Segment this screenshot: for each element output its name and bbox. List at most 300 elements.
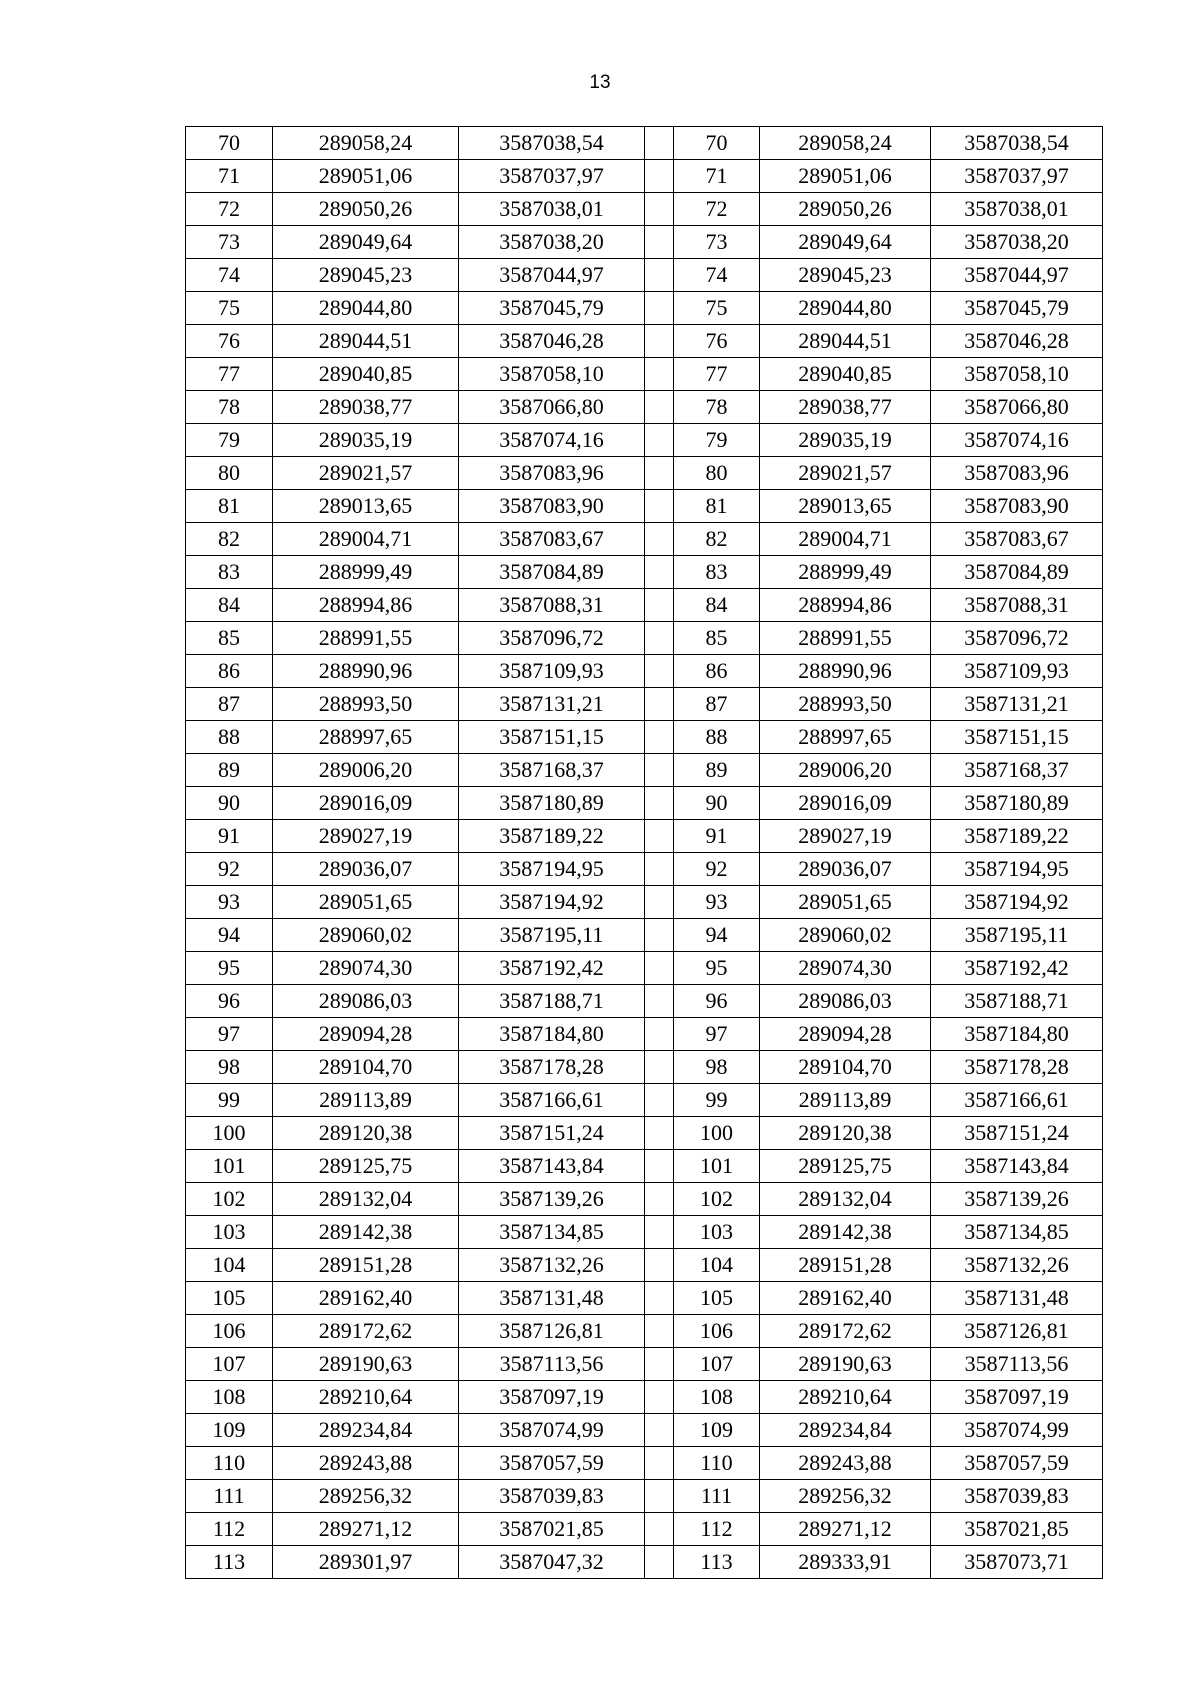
y-coordinate-after-cell: 3587166,61 — [931, 1084, 1103, 1117]
point-number-before-cell: 100 — [186, 1117, 273, 1150]
point-number-before-cell: 89 — [186, 754, 273, 787]
point-number-before-cell: 70 — [186, 127, 273, 160]
y-coordinate-before-cell: 3587083,90 — [459, 490, 645, 523]
x-coordinate-before-cell: 289016,09 — [273, 787, 459, 820]
point-number-before-cell: 86 — [186, 655, 273, 688]
separator-cell — [645, 754, 674, 787]
y-coordinate-before-cell: 3587131,21 — [459, 688, 645, 721]
x-coordinate-before-cell: 289051,65 — [273, 886, 459, 919]
y-coordinate-after-cell: 3587039,83 — [931, 1480, 1103, 1513]
separator-cell — [645, 1084, 674, 1117]
point-number-after-cell: 76 — [674, 325, 760, 358]
y-coordinate-before-cell: 3587021,85 — [459, 1513, 645, 1546]
x-coordinate-before-cell: 289142,38 — [273, 1216, 459, 1249]
y-coordinate-before-cell: 3587046,28 — [459, 325, 645, 358]
point-number-before-cell: 106 — [186, 1315, 273, 1348]
y-coordinate-before-cell: 3587109,93 — [459, 655, 645, 688]
point-number-after-cell: 75 — [674, 292, 760, 325]
point-number-before-cell: 72 — [186, 193, 273, 226]
point-number-before-cell: 79 — [186, 424, 273, 457]
x-coordinate-after-cell: 289142,38 — [760, 1216, 931, 1249]
x-coordinate-before-cell: 289234,84 — [273, 1414, 459, 1447]
point-number-after-cell: 88 — [674, 721, 760, 754]
table-row — [186, 919, 1103, 952]
separator-cell — [645, 853, 674, 886]
table-row — [186, 1381, 1103, 1414]
separator-cell — [645, 1513, 674, 1546]
y-coordinate-before-cell: 3587074,99 — [459, 1414, 645, 1447]
separator-cell — [645, 952, 674, 985]
separator-cell — [645, 1183, 674, 1216]
x-coordinate-before-cell: 289049,64 — [273, 226, 459, 259]
x-coordinate-after-cell: 289190,63 — [760, 1348, 931, 1381]
point-number-before-cell: 85 — [186, 622, 273, 655]
y-coordinate-after-cell: 3587038,01 — [931, 193, 1103, 226]
y-coordinate-before-cell: 3587192,42 — [459, 952, 645, 985]
point-number-after-cell: 85 — [674, 622, 760, 655]
x-coordinate-before-cell: 289035,19 — [273, 424, 459, 457]
separator-cell — [645, 1381, 674, 1414]
y-coordinate-before-cell: 3587143,84 — [459, 1150, 645, 1183]
y-coordinate-before-cell: 3587097,19 — [459, 1381, 645, 1414]
table-row — [186, 754, 1103, 787]
separator-cell — [645, 919, 674, 952]
y-coordinate-after-cell: 3587083,90 — [931, 490, 1103, 523]
y-coordinate-before-cell: 3587168,37 — [459, 754, 645, 787]
point-number-after-cell: 74 — [674, 259, 760, 292]
y-coordinate-before-cell: 3587057,59 — [459, 1447, 645, 1480]
point-number-before-cell: 104 — [186, 1249, 273, 1282]
point-number-after-cell: 107 — [674, 1348, 760, 1381]
point-number-after-cell: 104 — [674, 1249, 760, 1282]
x-coordinate-after-cell: 289049,64 — [760, 226, 931, 259]
point-number-after-cell: 71 — [674, 160, 760, 193]
separator-cell — [645, 556, 674, 589]
table-row — [186, 589, 1103, 622]
y-coordinate-after-cell: 3587038,54 — [931, 127, 1103, 160]
point-number-after-cell: 101 — [674, 1150, 760, 1183]
coordinates-table — [185, 126, 1103, 1579]
y-coordinate-after-cell: 3587151,15 — [931, 721, 1103, 754]
point-number-before-cell: 91 — [186, 820, 273, 853]
x-coordinate-after-cell: 289094,28 — [760, 1018, 931, 1051]
x-coordinate-after-cell: 289162,40 — [760, 1282, 931, 1315]
point-number-before-cell: 96 — [186, 985, 273, 1018]
y-coordinate-before-cell: 3587096,72 — [459, 622, 645, 655]
point-number-before-cell: 95 — [186, 952, 273, 985]
point-number-after-cell: 79 — [674, 424, 760, 457]
y-coordinate-before-cell: 3587066,80 — [459, 391, 645, 424]
point-number-after-cell: 96 — [674, 985, 760, 1018]
x-coordinate-before-cell: 288994,86 — [273, 589, 459, 622]
point-number-before-cell: 94 — [186, 919, 273, 952]
separator-cell — [645, 1480, 674, 1513]
table-row — [186, 1150, 1103, 1183]
table-row — [186, 1084, 1103, 1117]
table-row — [186, 325, 1103, 358]
separator-cell — [645, 1315, 674, 1348]
separator-cell — [645, 160, 674, 193]
y-coordinate-before-cell: 3587074,16 — [459, 424, 645, 457]
point-number-after-cell: 91 — [674, 820, 760, 853]
y-coordinate-after-cell: 3587188,71 — [931, 985, 1103, 1018]
table-row — [186, 853, 1103, 886]
separator-cell — [645, 787, 674, 820]
x-coordinate-before-cell: 289045,23 — [273, 259, 459, 292]
y-coordinate-before-cell: 3587131,48 — [459, 1282, 645, 1315]
separator-cell — [645, 688, 674, 721]
x-coordinate-after-cell: 289104,70 — [760, 1051, 931, 1084]
separator-cell — [645, 589, 674, 622]
point-number-before-cell: 108 — [186, 1381, 273, 1414]
y-coordinate-after-cell: 3587126,81 — [931, 1315, 1103, 1348]
y-coordinate-after-cell: 3587184,80 — [931, 1018, 1103, 1051]
table-row — [186, 490, 1103, 523]
page-number: 13 — [589, 72, 611, 93]
separator-cell — [645, 457, 674, 490]
y-coordinate-before-cell: 3587126,81 — [459, 1315, 645, 1348]
y-coordinate-after-cell: 3587151,24 — [931, 1117, 1103, 1150]
x-coordinate-before-cell: 289006,20 — [273, 754, 459, 787]
x-coordinate-before-cell: 289051,06 — [273, 160, 459, 193]
table-row — [186, 457, 1103, 490]
y-coordinate-after-cell: 3587132,26 — [931, 1249, 1103, 1282]
x-coordinate-after-cell: 289040,85 — [760, 358, 931, 391]
point-number-after-cell: 89 — [674, 754, 760, 787]
point-number-after-cell: 113 — [674, 1546, 760, 1579]
y-coordinate-before-cell: 3587166,61 — [459, 1084, 645, 1117]
point-number-before-cell: 113 — [186, 1546, 273, 1579]
y-coordinate-before-cell: 3587047,32 — [459, 1546, 645, 1579]
point-number-after-cell: 83 — [674, 556, 760, 589]
separator-cell — [645, 193, 674, 226]
y-coordinate-before-cell: 3587084,89 — [459, 556, 645, 589]
x-coordinate-after-cell: 289035,19 — [760, 424, 931, 457]
x-coordinate-before-cell: 289151,28 — [273, 1249, 459, 1282]
point-number-after-cell: 108 — [674, 1381, 760, 1414]
x-coordinate-before-cell: 288990,96 — [273, 655, 459, 688]
table-row — [186, 886, 1103, 919]
separator-cell — [645, 292, 674, 325]
y-coordinate-after-cell: 3587073,71 — [931, 1546, 1103, 1579]
y-coordinate-before-cell: 3587195,11 — [459, 919, 645, 952]
y-coordinate-before-cell: 3587188,71 — [459, 985, 645, 1018]
x-coordinate-after-cell: 289027,19 — [760, 820, 931, 853]
point-number-before-cell: 112 — [186, 1513, 273, 1546]
table-row — [186, 787, 1103, 820]
y-coordinate-before-cell: 3587151,24 — [459, 1117, 645, 1150]
x-coordinate-before-cell: 289038,77 — [273, 391, 459, 424]
y-coordinate-after-cell: 3587083,67 — [931, 523, 1103, 556]
x-coordinate-after-cell: 289243,88 — [760, 1447, 931, 1480]
point-number-before-cell: 81 — [186, 490, 273, 523]
table-row — [186, 655, 1103, 688]
separator-cell — [645, 820, 674, 853]
point-number-after-cell: 72 — [674, 193, 760, 226]
x-coordinate-after-cell: 288999,49 — [760, 556, 931, 589]
separator-cell — [645, 721, 674, 754]
x-coordinate-after-cell: 289013,65 — [760, 490, 931, 523]
x-coordinate-after-cell: 289210,64 — [760, 1381, 931, 1414]
point-number-after-cell: 109 — [674, 1414, 760, 1447]
x-coordinate-before-cell: 289104,70 — [273, 1051, 459, 1084]
table-row — [186, 1447, 1103, 1480]
point-number-before-cell: 92 — [186, 853, 273, 886]
point-number-before-cell: 98 — [186, 1051, 273, 1084]
x-coordinate-after-cell: 289151,28 — [760, 1249, 931, 1282]
y-coordinate-after-cell: 3587058,10 — [931, 358, 1103, 391]
separator-cell — [645, 424, 674, 457]
point-number-before-cell: 109 — [186, 1414, 273, 1447]
y-coordinate-after-cell: 3587195,11 — [931, 919, 1103, 952]
y-coordinate-after-cell: 3587192,42 — [931, 952, 1103, 985]
x-coordinate-after-cell: 289125,75 — [760, 1150, 931, 1183]
table-row — [186, 1315, 1103, 1348]
x-coordinate-after-cell: 289044,51 — [760, 325, 931, 358]
x-coordinate-before-cell: 289027,19 — [273, 820, 459, 853]
x-coordinate-after-cell: 289038,77 — [760, 391, 931, 424]
point-number-after-cell: 105 — [674, 1282, 760, 1315]
y-coordinate-before-cell: 3587178,28 — [459, 1051, 645, 1084]
x-coordinate-before-cell: 289004,71 — [273, 523, 459, 556]
separator-cell — [645, 1051, 674, 1084]
y-coordinate-before-cell: 3587037,97 — [459, 160, 645, 193]
y-coordinate-before-cell: 3587194,95 — [459, 853, 645, 886]
table-row — [186, 688, 1103, 721]
x-coordinate-after-cell: 289074,30 — [760, 952, 931, 985]
point-number-before-cell: 76 — [186, 325, 273, 358]
point-number-after-cell: 98 — [674, 1051, 760, 1084]
x-coordinate-after-cell: 289051,65 — [760, 886, 931, 919]
y-coordinate-after-cell: 3587178,28 — [931, 1051, 1103, 1084]
separator-cell — [645, 886, 674, 919]
y-coordinate-after-cell: 3587139,26 — [931, 1183, 1103, 1216]
point-number-after-cell: 99 — [674, 1084, 760, 1117]
point-number-after-cell: 106 — [674, 1315, 760, 1348]
x-coordinate-before-cell: 289086,03 — [273, 985, 459, 1018]
point-number-before-cell: 101 — [186, 1150, 273, 1183]
point-number-before-cell: 103 — [186, 1216, 273, 1249]
y-coordinate-after-cell: 3587045,79 — [931, 292, 1103, 325]
x-coordinate-before-cell: 289060,02 — [273, 919, 459, 952]
x-coordinate-after-cell: 288994,86 — [760, 589, 931, 622]
separator-cell — [645, 1546, 674, 1579]
x-coordinate-after-cell: 289051,06 — [760, 160, 931, 193]
point-number-after-cell: 103 — [674, 1216, 760, 1249]
separator-cell — [645, 1216, 674, 1249]
point-number-after-cell: 78 — [674, 391, 760, 424]
separator-cell — [645, 523, 674, 556]
x-coordinate-before-cell: 289271,12 — [273, 1513, 459, 1546]
separator-cell — [645, 1117, 674, 1150]
point-number-before-cell: 88 — [186, 721, 273, 754]
x-coordinate-after-cell: 289132,04 — [760, 1183, 931, 1216]
y-coordinate-before-cell: 3587038,20 — [459, 226, 645, 259]
point-number-after-cell: 111 — [674, 1480, 760, 1513]
point-number-after-cell: 97 — [674, 1018, 760, 1051]
x-coordinate-after-cell: 288991,55 — [760, 622, 931, 655]
x-coordinate-before-cell: 289172,62 — [273, 1315, 459, 1348]
point-number-after-cell: 94 — [674, 919, 760, 952]
x-coordinate-before-cell: 289058,24 — [273, 127, 459, 160]
point-number-after-cell: 112 — [674, 1513, 760, 1546]
x-coordinate-after-cell: 289021,57 — [760, 457, 931, 490]
y-coordinate-before-cell: 3587132,26 — [459, 1249, 645, 1282]
point-number-after-cell: 81 — [674, 490, 760, 523]
table-row — [186, 1513, 1103, 1546]
table-row — [186, 1183, 1103, 1216]
x-coordinate-after-cell: 289113,89 — [760, 1084, 931, 1117]
table-row — [186, 127, 1103, 160]
x-coordinate-before-cell: 289113,89 — [273, 1084, 459, 1117]
table-row — [186, 820, 1103, 853]
table-row — [186, 1051, 1103, 1084]
separator-cell — [645, 655, 674, 688]
point-number-before-cell: 105 — [186, 1282, 273, 1315]
y-coordinate-before-cell: 3587113,56 — [459, 1348, 645, 1381]
x-coordinate-before-cell: 289044,51 — [273, 325, 459, 358]
point-number-after-cell: 84 — [674, 589, 760, 622]
point-number-after-cell: 80 — [674, 457, 760, 490]
table-row — [186, 952, 1103, 985]
point-number-before-cell: 111 — [186, 1480, 273, 1513]
x-coordinate-after-cell: 288993,50 — [760, 688, 931, 721]
table-row — [186, 1282, 1103, 1315]
x-coordinate-before-cell: 288997,65 — [273, 721, 459, 754]
y-coordinate-after-cell: 3587038,20 — [931, 226, 1103, 259]
separator-cell — [645, 1414, 674, 1447]
x-coordinate-before-cell: 288999,49 — [273, 556, 459, 589]
y-coordinate-before-cell: 3587139,26 — [459, 1183, 645, 1216]
x-coordinate-after-cell: 289271,12 — [760, 1513, 931, 1546]
table-row — [186, 1546, 1103, 1579]
point-number-before-cell: 97 — [186, 1018, 273, 1051]
y-coordinate-after-cell: 3587131,21 — [931, 688, 1103, 721]
separator-cell — [645, 1348, 674, 1381]
y-coordinate-after-cell: 3587194,92 — [931, 886, 1103, 919]
point-number-after-cell: 92 — [674, 853, 760, 886]
x-coordinate-after-cell: 289234,84 — [760, 1414, 931, 1447]
table-row — [186, 160, 1103, 193]
y-coordinate-before-cell: 3587194,92 — [459, 886, 645, 919]
table-row — [186, 1018, 1103, 1051]
table-row — [186, 523, 1103, 556]
separator-cell — [645, 985, 674, 1018]
y-coordinate-after-cell: 3587134,85 — [931, 1216, 1103, 1249]
x-coordinate-after-cell: 288990,96 — [760, 655, 931, 688]
separator-cell — [645, 259, 674, 292]
point-number-after-cell: 90 — [674, 787, 760, 820]
table-row — [186, 721, 1103, 754]
y-coordinate-before-cell: 3587180,89 — [459, 787, 645, 820]
y-coordinate-after-cell: 3587037,97 — [931, 160, 1103, 193]
point-number-after-cell: 102 — [674, 1183, 760, 1216]
separator-cell — [645, 358, 674, 391]
table-row — [186, 1348, 1103, 1381]
y-coordinate-after-cell: 3587168,37 — [931, 754, 1103, 787]
x-coordinate-before-cell: 289256,32 — [273, 1480, 459, 1513]
x-coordinate-after-cell: 289044,80 — [760, 292, 931, 325]
table-row — [186, 292, 1103, 325]
point-number-before-cell: 102 — [186, 1183, 273, 1216]
point-number-before-cell: 90 — [186, 787, 273, 820]
table-row — [186, 391, 1103, 424]
y-coordinate-before-cell: 3587038,01 — [459, 193, 645, 226]
point-number-before-cell: 77 — [186, 358, 273, 391]
table-row — [186, 985, 1103, 1018]
x-coordinate-before-cell: 289132,04 — [273, 1183, 459, 1216]
y-coordinate-after-cell: 3587044,97 — [931, 259, 1103, 292]
separator-cell — [645, 1249, 674, 1282]
x-coordinate-before-cell: 289094,28 — [273, 1018, 459, 1051]
table-row — [186, 358, 1103, 391]
x-coordinate-before-cell: 289162,40 — [273, 1282, 459, 1315]
separator-cell — [645, 226, 674, 259]
x-coordinate-before-cell: 289120,38 — [273, 1117, 459, 1150]
point-number-after-cell: 86 — [674, 655, 760, 688]
point-number-after-cell: 87 — [674, 688, 760, 721]
x-coordinate-after-cell: 289050,26 — [760, 193, 931, 226]
y-coordinate-before-cell: 3587044,97 — [459, 259, 645, 292]
separator-cell — [645, 1282, 674, 1315]
y-coordinate-after-cell: 3587097,19 — [931, 1381, 1103, 1414]
point-number-before-cell: 84 — [186, 589, 273, 622]
y-coordinate-after-cell: 3587189,22 — [931, 820, 1103, 853]
x-coordinate-after-cell: 289086,03 — [760, 985, 931, 1018]
point-number-before-cell: 99 — [186, 1084, 273, 1117]
point-number-after-cell: 77 — [674, 358, 760, 391]
y-coordinate-after-cell: 3587180,89 — [931, 787, 1103, 820]
y-coordinate-after-cell: 3587021,85 — [931, 1513, 1103, 1546]
y-coordinate-before-cell: 3587083,96 — [459, 457, 645, 490]
table-row — [186, 1117, 1103, 1150]
x-coordinate-before-cell: 288991,55 — [273, 622, 459, 655]
point-number-before-cell: 75 — [186, 292, 273, 325]
y-coordinate-before-cell: 3587039,83 — [459, 1480, 645, 1513]
point-number-before-cell: 78 — [186, 391, 273, 424]
y-coordinate-after-cell: 3587057,59 — [931, 1447, 1103, 1480]
y-coordinate-before-cell: 3587045,79 — [459, 292, 645, 325]
x-coordinate-before-cell: 289243,88 — [273, 1447, 459, 1480]
separator-cell — [645, 127, 674, 160]
y-coordinate-after-cell: 3587074,99 — [931, 1414, 1103, 1447]
x-coordinate-before-cell: 289050,26 — [273, 193, 459, 226]
table-row — [186, 622, 1103, 655]
x-coordinate-after-cell: 289045,23 — [760, 259, 931, 292]
point-number-before-cell: 82 — [186, 523, 273, 556]
x-coordinate-before-cell: 289013,65 — [273, 490, 459, 523]
table-row — [186, 226, 1103, 259]
separator-cell — [645, 1018, 674, 1051]
y-coordinate-before-cell: 3587038,54 — [459, 127, 645, 160]
x-coordinate-before-cell: 289044,80 — [273, 292, 459, 325]
separator-cell — [645, 490, 674, 523]
x-coordinate-before-cell: 289190,63 — [273, 1348, 459, 1381]
x-coordinate-before-cell: 289036,07 — [273, 853, 459, 886]
point-number-after-cell: 100 — [674, 1117, 760, 1150]
separator-cell — [645, 1150, 674, 1183]
y-coordinate-after-cell: 3587113,56 — [931, 1348, 1103, 1381]
x-coordinate-after-cell: 289004,71 — [760, 523, 931, 556]
table-row — [186, 259, 1103, 292]
x-coordinate-after-cell: 289120,38 — [760, 1117, 931, 1150]
coordinates-table-body — [186, 127, 1103, 1579]
x-coordinate-before-cell: 289125,75 — [273, 1150, 459, 1183]
point-number-before-cell: 73 — [186, 226, 273, 259]
y-coordinate-before-cell: 3587058,10 — [459, 358, 645, 391]
y-coordinate-before-cell: 3587134,85 — [459, 1216, 645, 1249]
x-coordinate-after-cell: 289172,62 — [760, 1315, 931, 1348]
